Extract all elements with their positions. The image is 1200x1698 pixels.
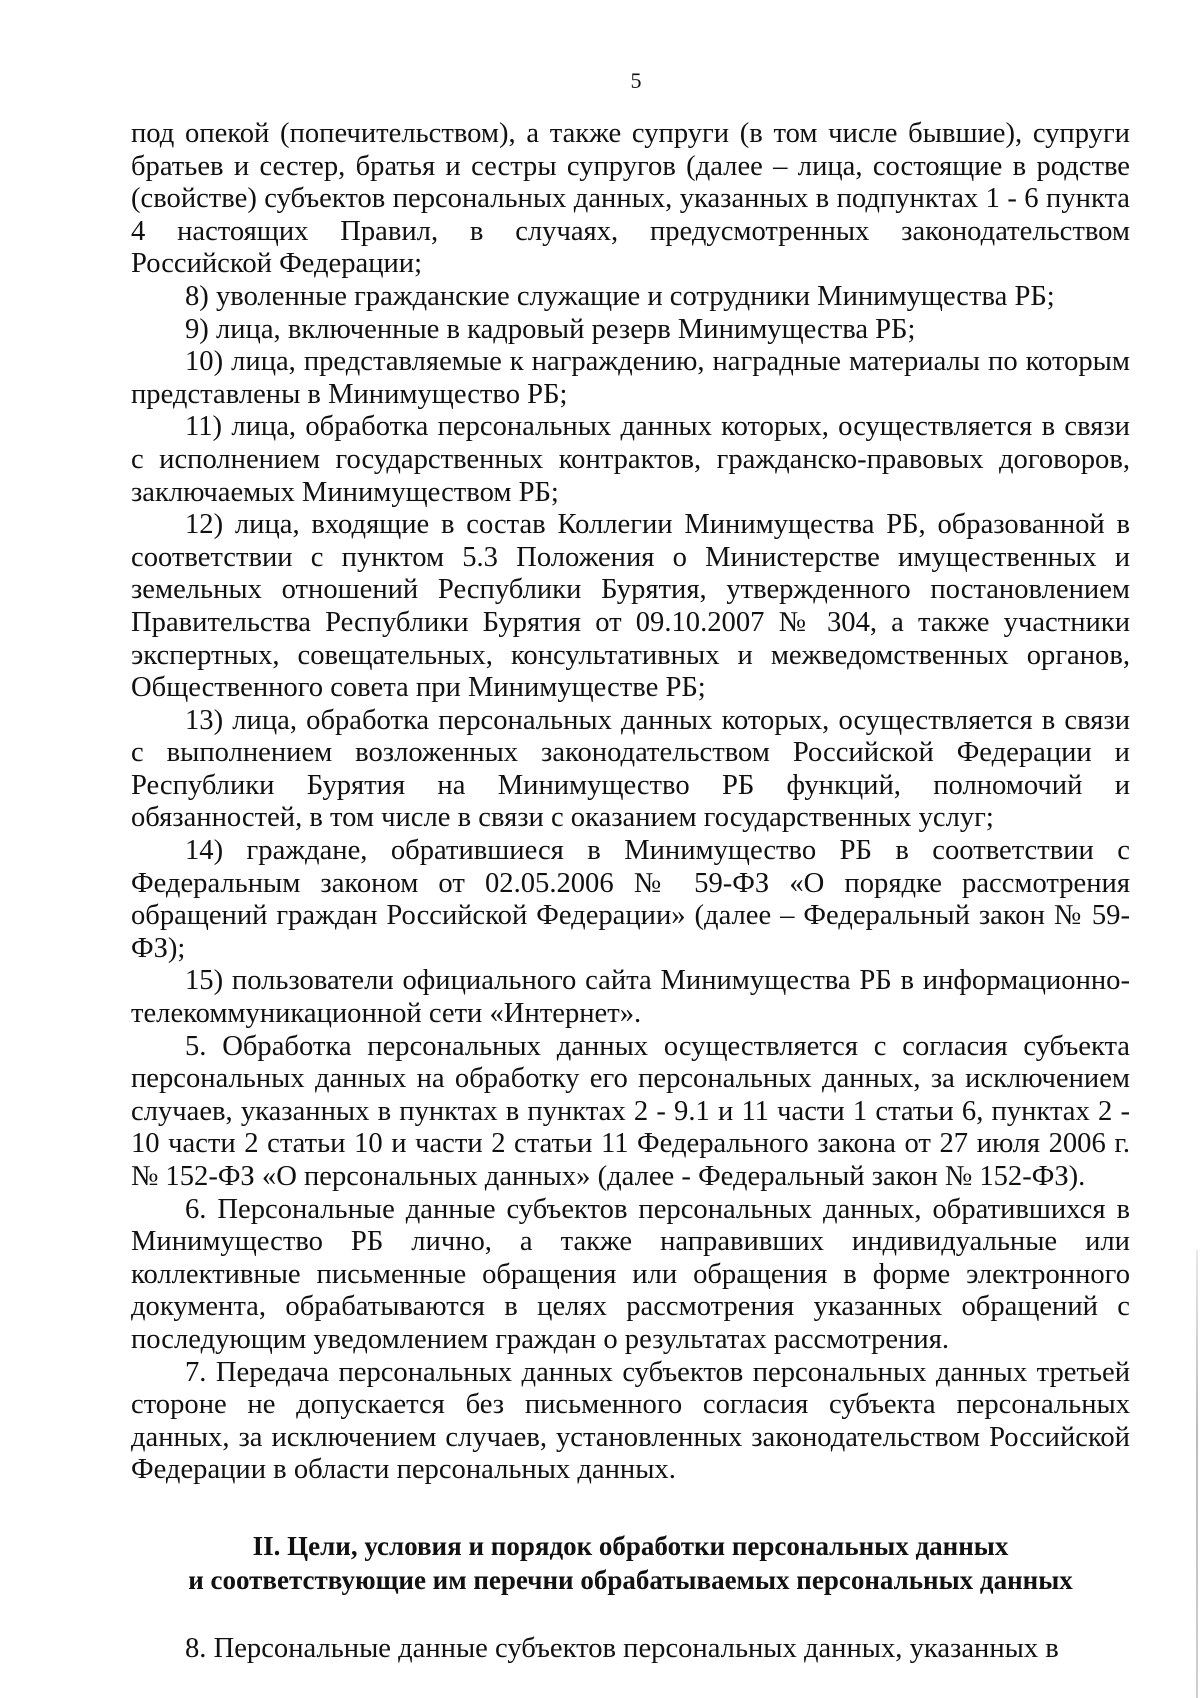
page-number: 5 — [630, 68, 642, 93]
list-item-10: 10) лица, представляемые к награждению, наградные материалы по которым представлены в Минимущество РБ; — [131, 346, 1130, 410]
document-body — [131, 118, 1130, 1666]
section-heading — [131, 1529, 1130, 1597]
section-heading-line-1: II. Цели, условия и порядок обработки персональных данных — [252, 1530, 1009, 1561]
list-item-14: 14) граждане, обратившиеся в Минимущество РБ в соответствии с Федеральным законом от 02.05.2006 № 59-ФЗ «О порядке рассмотрения обращений граждан Российской Федерации» (далее – Федеральный закон № 59-ФЗ); — [131, 835, 1130, 964]
list-item-11: 11) лица, обработка персональных данных которых, осуществляется в связи с исполнением государственных контрактов, гражданско-правовых договоров, заключаемых Минимуществом РБ; — [131, 411, 1130, 508]
list-item-15: 15) пользователи официального сайта Минимущества РБ в информационно-телекоммуникационной сети «Интернет». — [131, 965, 1130, 1030]
clause-6: 6. Персональные данные субъектов персональных данных, обратившихся в Минимущество РБ лично, а также направивших индивидуальные или коллективные письменные обращения или обращения в форме электронного документа, обрабатываются в целях рассмотрения указанных обращений с последующим уведомлением граждан о результатах рассмотрения. — [131, 1193, 1130, 1355]
clause-7: 7. Передача персональных данных субъектов персональных данных третьей стороне не допускается без письменного согласия субъекта персональных данных, за исключением случаев, установленных законодательством Российской Федерации в области персональных данных. — [131, 1356, 1130, 1486]
list-item-8: 8) уволенные гражданские служащие и сотрудники Минимущества РБ; — [185, 280, 1055, 312]
scan-edge-shadow — [1196, 1250, 1198, 1698]
section-heading-line-2: и соответствующие им перечни обрабатываемых персональных данных — [188, 1564, 1073, 1595]
clause-8: 8. Персональные данные субъектов персональных данных, указанных в — [185, 1632, 1059, 1664]
clause-5: 5. Обработка персональных данных осуществляется с согласия субъекта персональных данных на обработку его персональных данных, за исключением случаев, указанных в пунктах в пунктах 2 - 9.1 и 11 части 1 статьи 6, пунктах 2 - 10 части 2 статьи 10 и части 2 статьи 11 Федерального закона от 27 июля 2006 г. № 152-ФЗ «О персональных данных» (далее - Федеральный закон № 152-ФЗ). — [131, 1030, 1130, 1192]
paragraph-continuation: под опекой (попечительством), а также супруги (в том числе бывшие), супруги братьев и сестер, братья и сестры супругов (далее – лица, состоящие в родстве (свойстве) субъектов персональных данных, указанных в подпунктах 1 - 6 пункта 4 настоящих Правил, в случаях, предусмотренных законодательством Российской Федерации; — [131, 118, 1130, 280]
list-item-13: 13) лица, обработка персональных данных которых, осуществляется в связи с выполнением возложенных законодательством Российской Федерации и Республики Бурятия на Минимущество РБ функций, полномочий и обязанностей, в том числе в связи с оказанием государственных услуг; — [131, 704, 1130, 834]
list-item-9: 9) лица, включенные в кадровый резерв Минимущества РБ; — [185, 313, 916, 345]
list-item-12: 12) лица, входящие в состав Коллегии Минимущества РБ, образованной в соответствии с пунктом 5.3 Положения о Министерстве имущественных и земельных отношений Республики Бурятия, утвержденного постановлением Правительства Республики Бурятия от 09.10.2007 № 304, а также участники экспертных, совещательных, консультативных и межведомственных органов, Общественного совета при Минимуществе РБ; — [131, 509, 1130, 704]
